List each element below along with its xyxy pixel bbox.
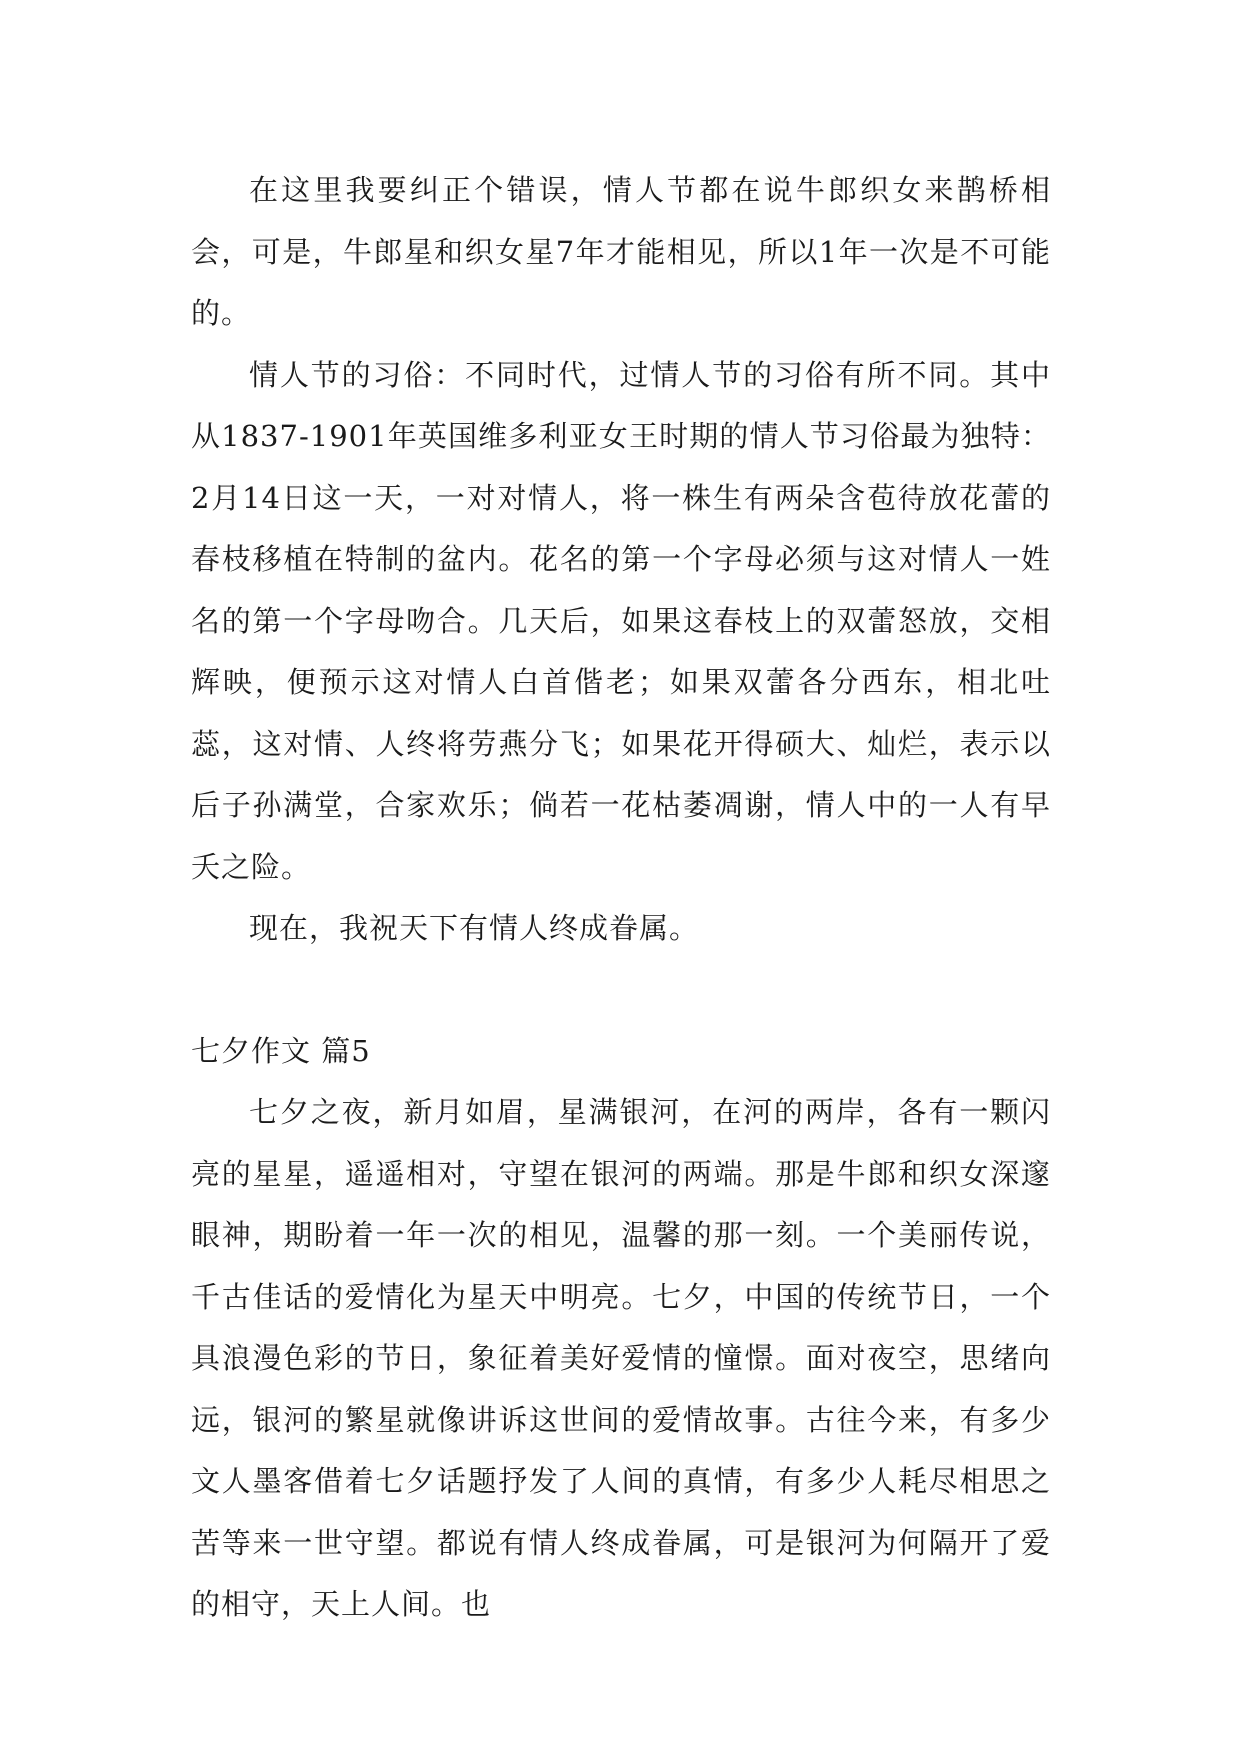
paragraph-qixi-night: 七夕之夜，新月如眉，星满银河，在河的两岸，各有一颗闪亮的星星，遥遥相对，守望在银河的两端。那是牛郎和织女深邃眼神，期盼着一年一次的相见，温馨的那一刻。一个美丽传说，千古佳话的爱情化为星天中明亮。七夕，中国的传统节日，一个具浪漫色彩的节日，象征着美好爱情的憧憬。面对夜空，思绪向远，银河的繁星就像讲诉这世间的爱情故事。古往今来，有多少文人墨客借着七夕话题抒发了人间的真情，有多少人耗尽相思之苦等来一世守望。都说有情人终成眷属，可是银河为何隔开了爱的相守，天上人间。也 — [191, 1095, 1051, 1621]
document-page — [191, 160, 1051, 1636]
paragraph-blessing: 现在，我祝天下有情人终成眷属。 — [249, 911, 700, 945]
paragraph-correction: 在这里我要纠正个错误，情人节都在说牛郎织女来鹊桥相会，可是，牛郎星和织女星7年才能相见，所以1年一次是不可能的。 — [191, 173, 1051, 330]
paragraph-customs: 情人节的习俗：不同时代，过情人节的习俗有所不同。其中从1837-1901年英国维多利亚女王时期的情人节习俗最为独特：2月14日这一天，一对对情人，将一株生有两朵含苞待放花蕾的春枝移植在特制的盆内。花名的第一个字母必须与这对情人一姓名的第一个字母吻合。几天后，如果这春枝上的双蕾怒放，交相辉映，便预示这对情人白首偕老；如果双蕾各分西东，相北吐蕊，这对情、人终将劳燕分飞；如果花开得硕大、灿烂，表示以后子孙满堂，合家欢乐；倘若一花枯萎凋谢，情人中的一人有早夭之险。 — [191, 357, 1051, 884]
section-heading: 七夕作文 篇5 — [191, 1033, 371, 1068]
section-spacer — [191, 960, 1051, 1021]
